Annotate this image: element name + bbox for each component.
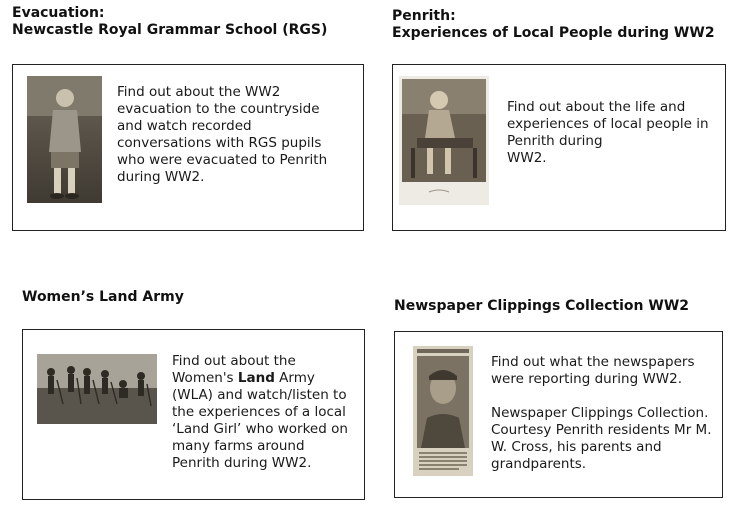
land-army-text-pre: Find out about the Women's: [172, 353, 296, 386]
land-army-description-top: [172, 353, 352, 472]
newspaper-description-para-2: Newspaper Clippings Collection. Courtesy Penrith residents Mr M. W. Cross, his parents and grandparents.: [491, 405, 712, 472]
section-heading-land-army: Women’s Land Army: [22, 289, 184, 305]
section-heading-evacuation: [12, 5, 327, 39]
penrith-description-line-2: WW2.: [507, 150, 547, 166]
evacuee-boy-photo: [27, 76, 102, 203]
evacuation-description: Find out about the WW2 evacuation to the countryside and watch recorded conversations with RGS pupils who were evacuated to Penrith during WW2.: [117, 84, 328, 185]
penrith-description: [507, 99, 719, 167]
newspaper-clipping-photo: [413, 346, 473, 476]
newspaper-description: [491, 354, 716, 473]
land-girls-photo: [37, 354, 157, 424]
penrith-card[interactable]: [392, 64, 726, 231]
land-army-text-post: Army (WLA) and watch/listen to the experiences of a local ‘Land Girl’ who worked on many farms around Penrith during WW2.: [172, 370, 348, 471]
heading-line-2: Experiences of Local People during WW2: [392, 25, 715, 41]
local-girl-photo: [399, 76, 489, 205]
newspaper-card[interactable]: [394, 331, 723, 498]
land-army-text-bold: Land: [237, 370, 275, 386]
penrith-description-line-1: Find out about the life and experiences of local people in Penrith during: [507, 99, 709, 149]
heading-line-1: Evacuation:: [12, 5, 105, 21]
heading-line-1: Penrith:: [392, 8, 456, 24]
section-heading-newspaper: Newspaper Clippings Collection WW2: [394, 298, 690, 314]
heading-line-2: Newcastle Royal Grammar School (RGS): [12, 22, 328, 38]
land-army-card[interactable]: [22, 329, 365, 500]
newspaper-description-para-1: Find out what the newspapers were reporting during WW2.: [491, 354, 695, 387]
evacuation-card[interactable]: [12, 64, 364, 231]
section-heading-penrith: [392, 8, 715, 42]
